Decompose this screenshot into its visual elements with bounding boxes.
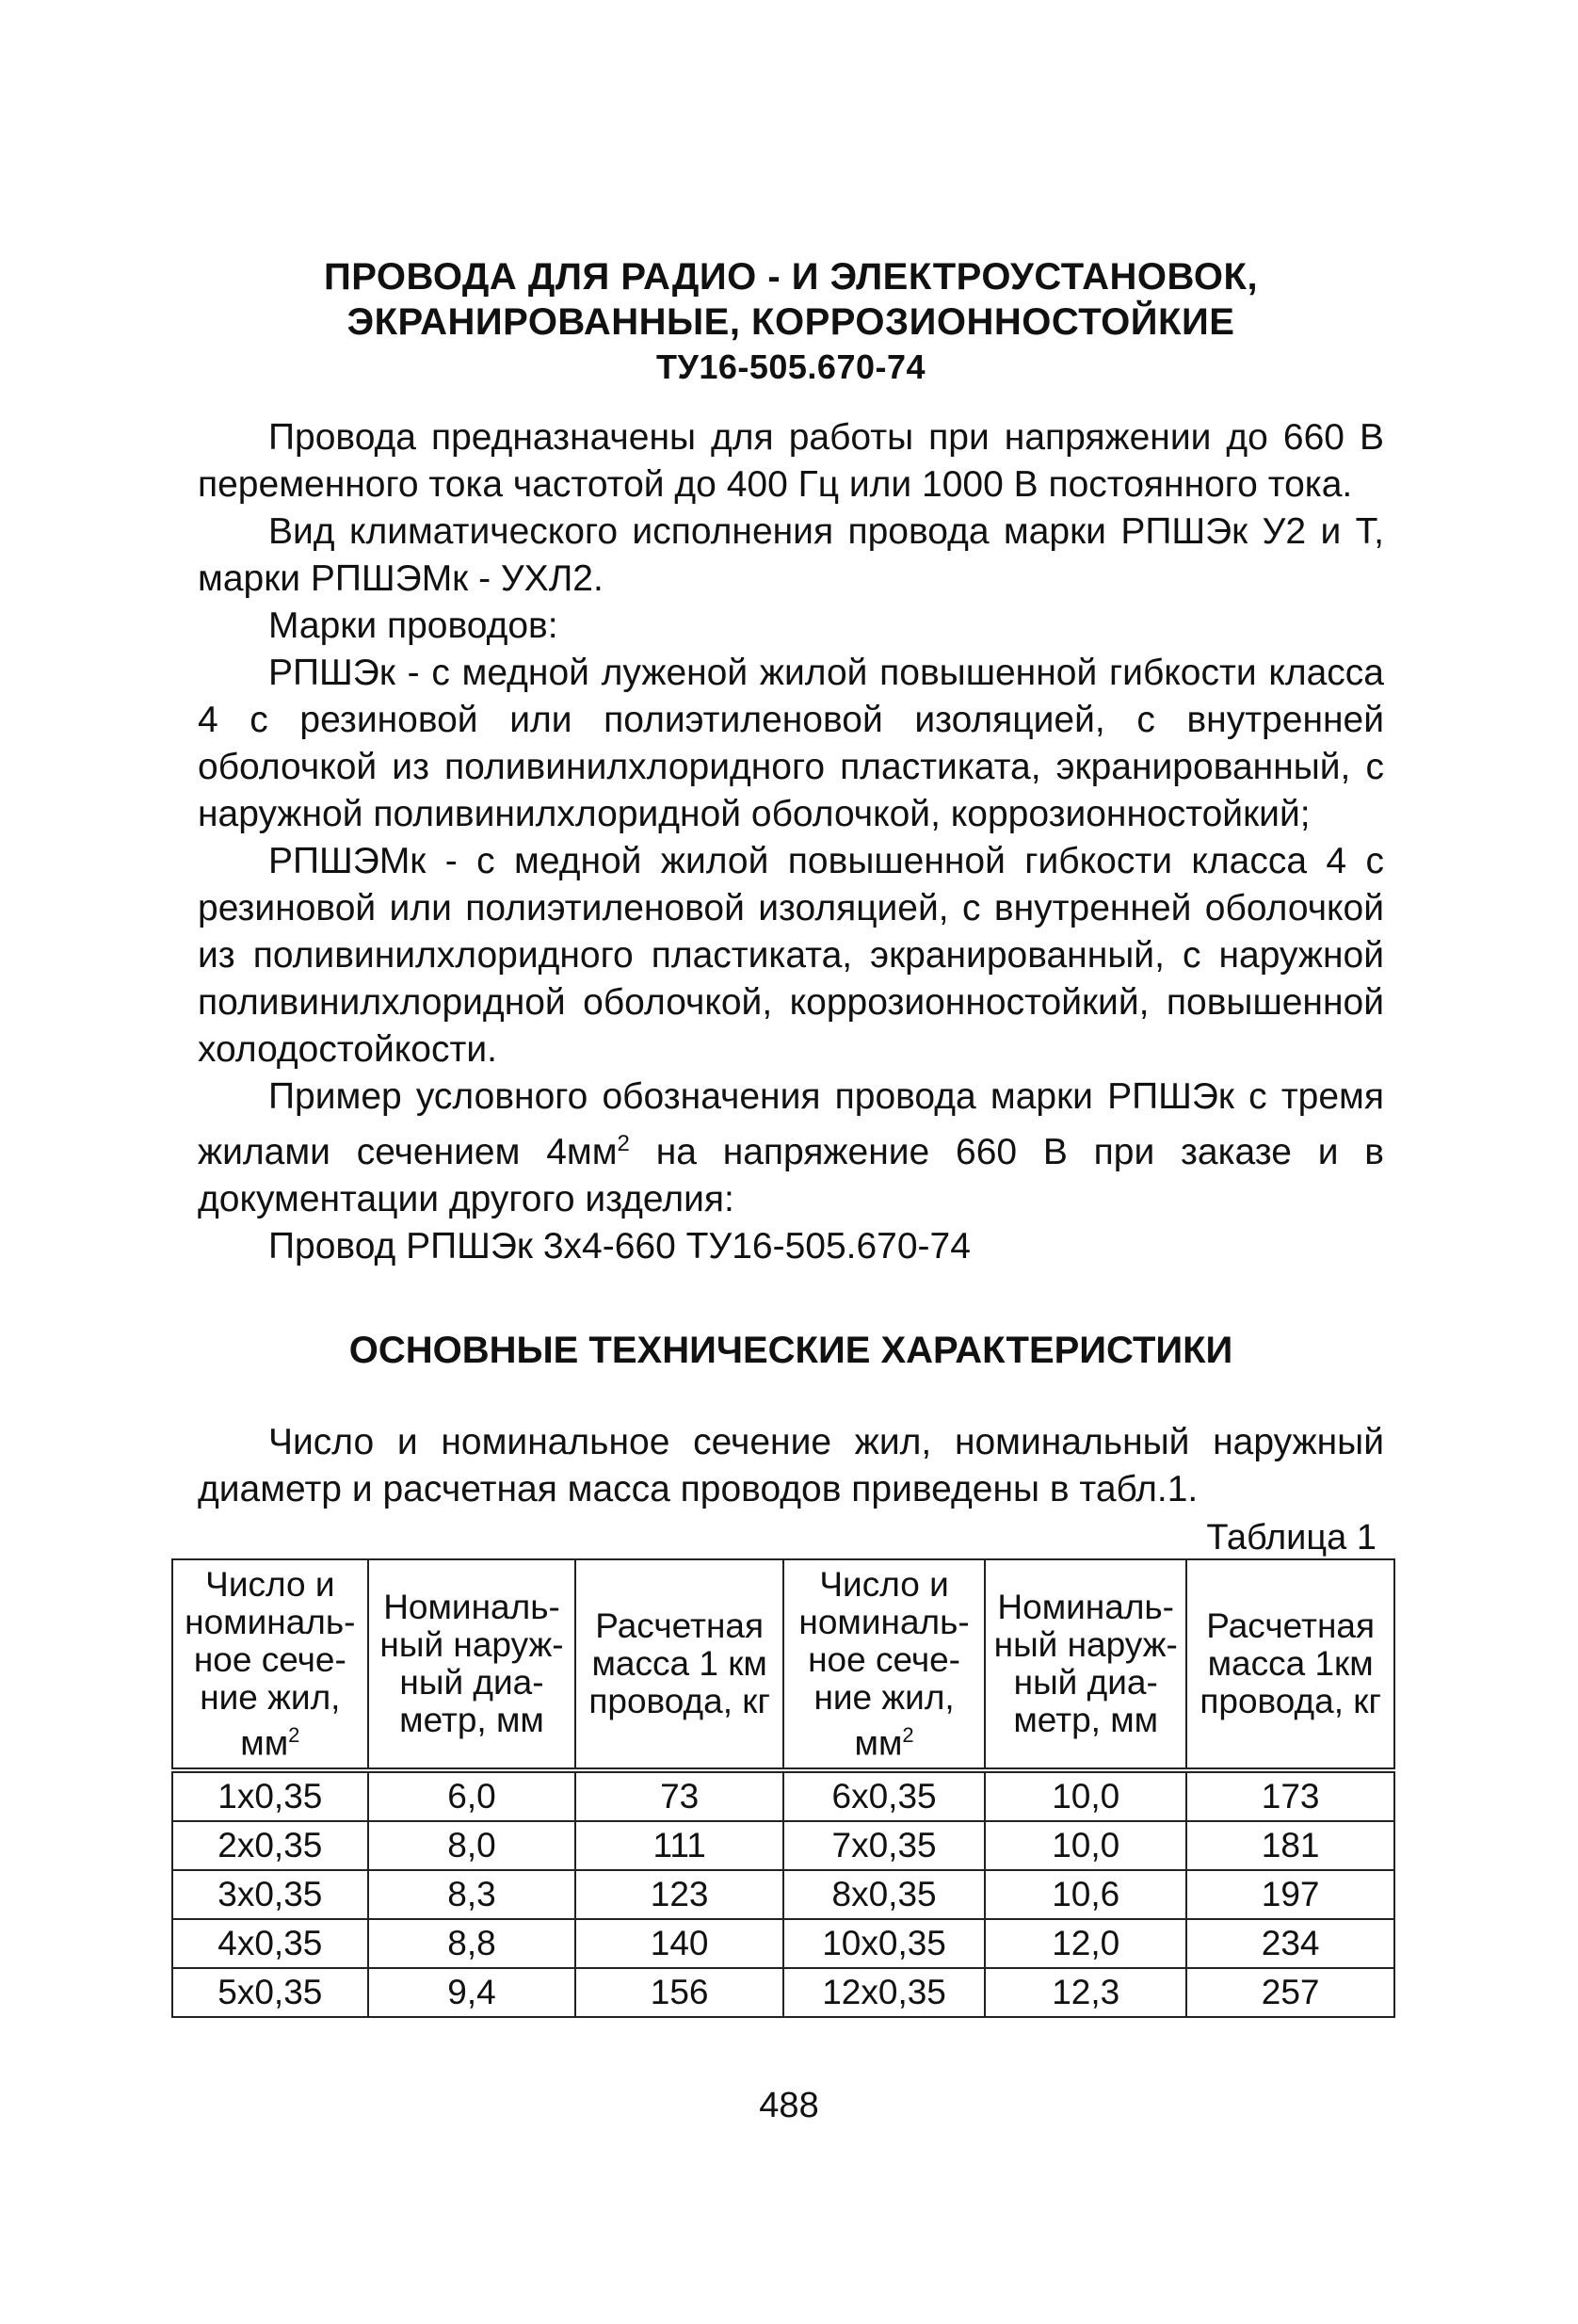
table-cell: 12,3 (985, 1968, 1186, 2017)
paragraph-designation: Провод РПШЭк 3х4-660 ТУ16-505.670-74 (268, 1226, 971, 1267)
paragraph-brands-heading: Марки проводов: (268, 605, 558, 646)
table-cell: 234 (1186, 1919, 1394, 1968)
paragraph-rpshek: РПШЭк - с медной луженой жилой повышенной гибкости класса 4 с резиновой или полиэтиленовой изоляцией, с внутренней оболочкой из поливинилхлоридного пластиката, экранированный, с наружной поливинилхлоридной оболочкой, коррозионностойкий; (198, 653, 1384, 834)
section-intro: Число и номинальное сечение жил, номинальный наружный диаметр и расчетная масса проводов приведены в табл.1. (198, 1422, 1384, 1509)
header-cores-section-2: Число и номиналь-ное сече-ние жил, $мм^2$ (783, 1559, 985, 1770)
table-caption: Таблица 1 (1206, 1518, 1377, 1557)
table-cell: 197 (1186, 1870, 1394, 1919)
header-cores-section-1: Число и номиналь-ное сече-ние жил, $мм^2$ (172, 1559, 368, 1770)
table-cell: 181 (1186, 1821, 1394, 1870)
header-mass-1: Расчетная масса 1 км провода, кг (575, 1559, 783, 1770)
title-line-2: ЭКРАНИРОВАННЫЕ, КОРРОЗИОННОСТОЙКИЕ (346, 301, 1235, 343)
table-cell: 123 (575, 1870, 783, 1919)
page-number: 488 (759, 2086, 819, 2125)
table-cell: 173 (1186, 1770, 1394, 1821)
table-cell: 8,3 (368, 1870, 576, 1919)
table-cell: 2х0,35 (172, 1821, 368, 1870)
table-cell: 8,0 (368, 1821, 576, 1870)
title-line-1: ПРОВОДА ДЛЯ РАДИО - И ЭЛЕКТРОУСТАНОВОК, (323, 256, 1259, 298)
paragraph-example (198, 1073, 1384, 1223)
table-cell: 10,0 (985, 1821, 1186, 1870)
table-cell: 5х0,35 (172, 1968, 368, 2017)
table-cell: 3х0,35 (172, 1870, 368, 1919)
table-row (172, 1968, 1394, 2017)
table-cell: 6х0,35 (783, 1770, 985, 1821)
table-cell: 1х0,35 (172, 1770, 368, 1821)
table-cell: 140 (575, 1919, 783, 1968)
table-row (172, 1919, 1394, 1968)
table-cell: 9,4 (368, 1968, 576, 2017)
table-cell: 10,6 (985, 1870, 1186, 1919)
page-content (185, 254, 1384, 2018)
table-cell: 12х0,35 (783, 1968, 985, 2017)
table-cell: 10,0 (985, 1770, 1186, 1821)
table-cell: 4х0,35 (172, 1919, 368, 1968)
table-cell: 6,0 (368, 1770, 576, 1821)
table-cell: 8х0,35 (783, 1870, 985, 1919)
table-cell: 111 (575, 1821, 783, 1870)
example-superscript: 2 (617, 1131, 630, 1156)
table-header-row (172, 1559, 1394, 1770)
header-mass-2: Расчетная масса 1км провода, кг (1186, 1559, 1394, 1770)
table-cell: 7х0,35 (783, 1821, 985, 1870)
specs-table (171, 1558, 1395, 2018)
table-cell: 8,8 (368, 1919, 576, 1968)
paragraph-rpshemk: РПШЭМк - с медной жилой повышенной гибкости класса 4 с резиновой или полиэтиленовой изоляцией, с внутренней оболочкой из поливинилхлоридного пластиката, экранированный, с наружной поливинилхлоридной оболочкой, коррозионностойкий, повышенной холодостойкости. (198, 841, 1384, 1070)
title-line-3: ТУ16-505.670-74 (655, 347, 926, 386)
table-cell: 12,0 (985, 1919, 1186, 1968)
section-title: ОСНОВНЫЕ ТЕХНИЧЕСКИЕ ХАРАКТЕРИСТИКИ (348, 1330, 1233, 1371)
header-diameter-1: Номиналь-ный наруж-ный диа-метр, мм (368, 1559, 576, 1770)
table-row (172, 1821, 1394, 1870)
table-cell: 10х0,35 (783, 1919, 985, 1968)
table-cell: 156 (575, 1968, 783, 2017)
example-text-a: Пример условного обозначения провода марки РПШЭк с тремя жилами сечением 4мм (198, 1076, 1384, 1172)
table-cell: 73 (575, 1770, 783, 1821)
paragraph-purpose: Провода предназначены для работы при напряжении до 660 В переменного тока частотой до 400 Гц или 1000 В постоянного тока. (198, 417, 1384, 505)
document-title (198, 254, 1384, 390)
example-text-b: на напряжение 660 В при заказе и в документации другого изделия: (198, 1132, 1384, 1219)
header-diameter-2: Номиналь-ный наруж-ный диа-метр, мм (985, 1559, 1186, 1770)
table-row (172, 1770, 1394, 1821)
paragraph-climate: Вид климатического исполнения провода марки РПШЭк У2 и Т, марки РПШЭМк - УХЛ2. (198, 511, 1384, 599)
table-row (172, 1870, 1394, 1919)
table-cell: 257 (1186, 1968, 1394, 2017)
